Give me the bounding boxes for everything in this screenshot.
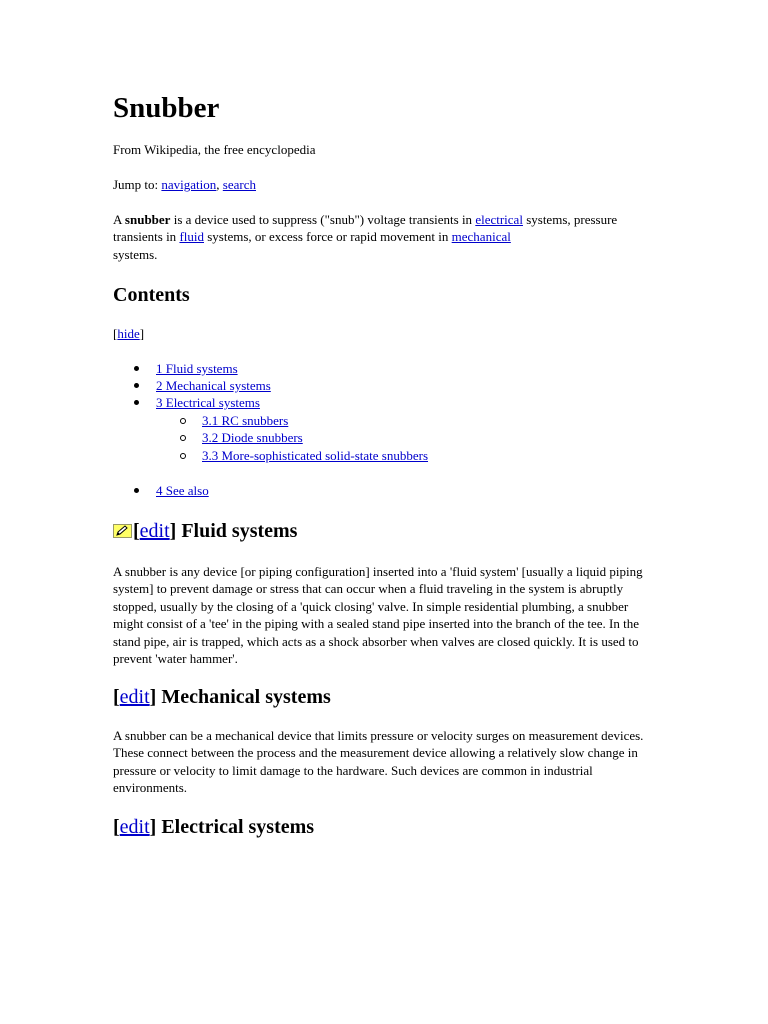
- toc-item: [156, 377, 271, 394]
- intro-text: is a device used to suppress ("snub") voltage transients in: [170, 212, 476, 227]
- toc-item: [202, 429, 303, 446]
- toc-link-electrical-systems[interactable]: 3 Electrical systems: [156, 395, 260, 410]
- search-link[interactable]: search: [222, 177, 256, 192]
- toc-toggle: [113, 325, 144, 342]
- section-title: Fluid systems: [176, 520, 298, 542]
- section-title: Mechanical systems: [156, 686, 331, 708]
- edit-bracket: ]: [149, 816, 157, 838]
- toc-link-diode-snubbers[interactable]: 3.2 Diode snubbers: [202, 430, 303, 445]
- toc-link-rc-snubbers[interactable]: 3.1 RC snubbers: [202, 413, 289, 428]
- toc-item: [202, 447, 428, 464]
- toc-title: Contents: [113, 284, 190, 306]
- intro-paragraph: [113, 211, 658, 263]
- navigation-link[interactable]: navigation: [161, 177, 217, 192]
- jump-to-label: Jump to:: [113, 177, 162, 192]
- intro-term: snubber: [124, 212, 171, 227]
- toc-item: [156, 360, 238, 377]
- edit-bracket: [: [113, 816, 120, 838]
- edit-bracket: [: [113, 686, 120, 708]
- intro-text: systems, or excess force or rapid movement in: [204, 229, 452, 245]
- edit-link-mechanical-systems[interactable]: edit: [119, 686, 150, 708]
- pencil-icon: [113, 524, 132, 538]
- jump-to-separator: ,: [216, 177, 223, 192]
- toc-item: [156, 394, 260, 411]
- mechanical-systems-paragraph: A snubber can be a mechanical device that limits pressure or velocity surges on measurement devices. These connect between the process and the measurement device allowing a relatively slow change in pressure or velocity to limit damage to the hardware. Such devices are common in industrial environments.: [113, 728, 644, 796]
- bullet-circle-icon: [180, 453, 186, 459]
- toc-item: [202, 412, 288, 429]
- edit-bracket: [: [133, 520, 140, 542]
- edit-link-fluid-systems[interactable]: edit: [139, 520, 170, 542]
- electrical-link[interactable]: electrical: [475, 212, 523, 227]
- page-title: Snubber: [113, 92, 220, 124]
- edit-bracket: ]: [149, 686, 157, 708]
- jump-to-links: [113, 176, 256, 193]
- toc-toggle-bracket: ]: [139, 326, 145, 341]
- intro-text: A: [113, 212, 125, 227]
- intro-text: systems, pressure transients in: [113, 212, 618, 245]
- toc-link-mechanical-systems[interactable]: 2 Mechanical systems: [156, 378, 271, 393]
- fluid-systems-paragraph: A snubber is any device [or piping configuration] inserted into a 'fluid system' [usually a liquid piping system] to prevent damage or stress that can occur when a fluid traveling in the system is abruptly stopped, usually by the closing of a 'quick closing' valve. In simple residential plumbing, a snubber might consist of a 'tee' in the piping with a sealed stand pipe inserted into the branch of the tee. In the stand pipe, air is trapped, which acts as a shock absorber when valves are closed quickly. It is used to prevent 'water hammer'.: [113, 564, 643, 667]
- edit-bracket: ]: [169, 520, 177, 542]
- edit-link-electrical-systems[interactable]: edit: [119, 816, 150, 838]
- toc-link-solid-state-snubbers[interactable]: 3.3 More-sophisticated solid-state snubbers: [202, 448, 429, 463]
- toc-toggle-bracket: [: [113, 326, 118, 341]
- section-heading-mechanical-systems: [113, 684, 331, 710]
- toc-link-see-also[interactable]: 4 See also: [156, 483, 209, 498]
- section-heading-fluid-systems: [113, 518, 297, 544]
- intro-text: systems.: [113, 246, 158, 262]
- bullet-circle-icon: [180, 435, 186, 441]
- toc-hide-link[interactable]: hide: [117, 326, 140, 341]
- bullet-disc-icon: [134, 400, 139, 405]
- section-heading-electrical-systems: [113, 814, 314, 840]
- section-title: Electrical systems: [156, 816, 315, 838]
- bullet-circle-icon: [180, 418, 186, 424]
- bullet-disc-icon: [134, 488, 139, 493]
- toc-item: [156, 482, 209, 499]
- fluid-link[interactable]: fluid: [179, 229, 204, 245]
- toc-link-fluid-systems[interactable]: 1 Fluid systems: [156, 361, 238, 376]
- site-tagline: From Wikipedia, the free encyclopedia: [113, 142, 316, 157]
- bullet-disc-icon: [134, 366, 139, 371]
- mechanical-link[interactable]: mechanical: [451, 229, 511, 245]
- bullet-disc-icon: [134, 383, 139, 388]
